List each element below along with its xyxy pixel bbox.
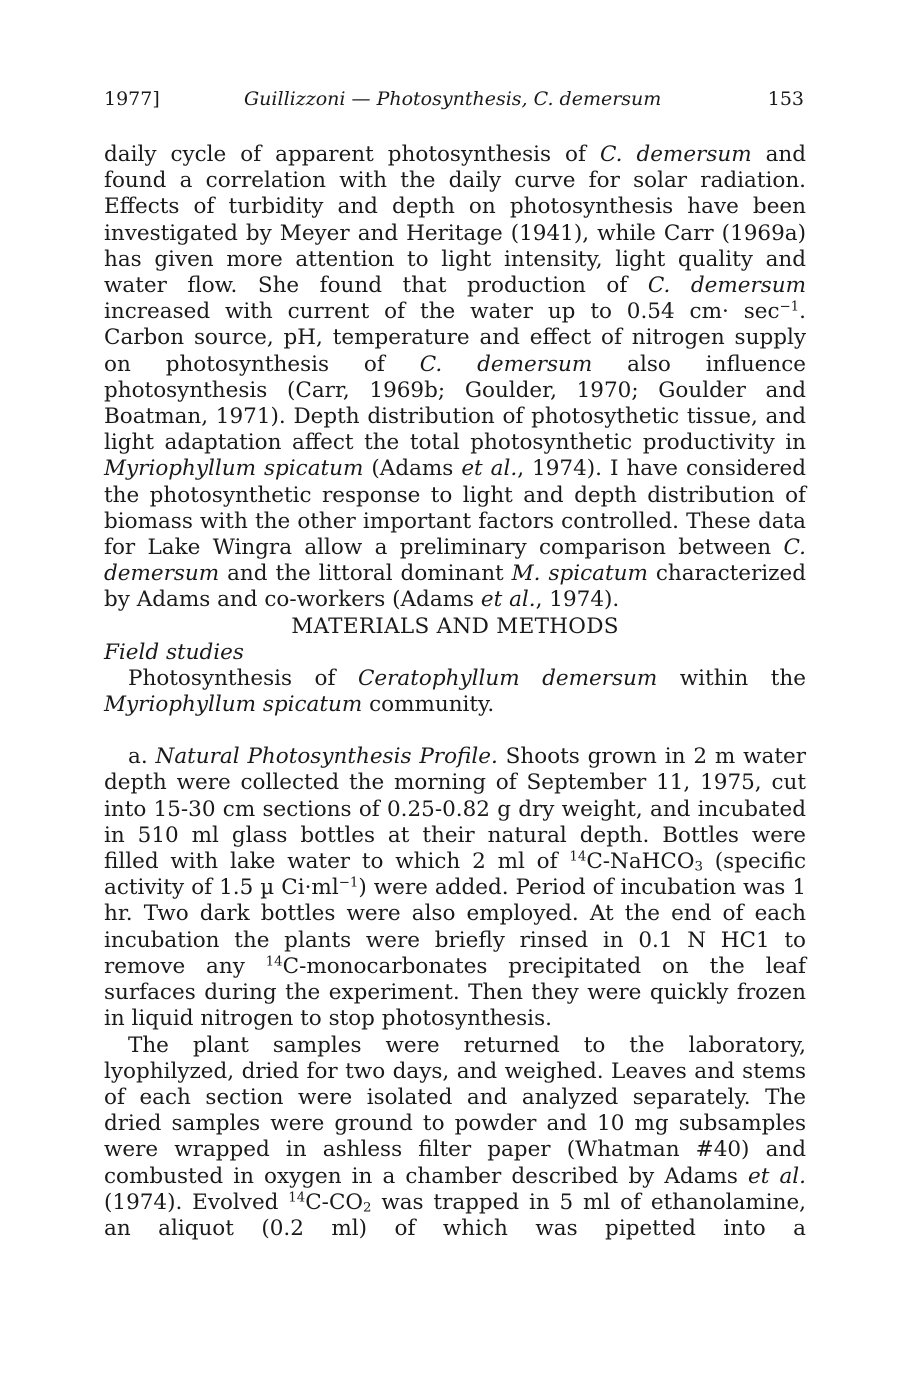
community-statement: Photosynthesis of Ceratophyllum demersum within the Myriophyllum spicatum community. xyxy=(104,665,806,718)
body-text xyxy=(104,142,806,1242)
natural-profile-paragraph: a. Natural Photosynthesis Profile. Shoots grown in 2 m water depth were collected the morning of September 11, 1975, cut into 15-30 cm sections of 0.25-0.82 g dry weight, and incubated in 510 ml glass bottles at their natural depth. Bottles were filled with lake water to which 2 ml of $^{14}$C-NaHCO$_3$ (specific activity of 1.5 µ $Ci\cdot ml^{-1}$) were added. Period of incubation was 1 hr. Two dark bottles were also employed. At the end of each incubation the plants were briefly rinsed in 0.1 N HC1 to remove any $^{14}$C-monocarbonates precipitated on the leaf surfaces during the experiment. Then they were quickly frozen in liquid nitrogen to stop photosynthesis. xyxy=(104,744,806,1032)
sample-processing-paragraph: The plant samples were returned to the laboratory, lyophilyzed, dried for two days, and weighed. Leaves and stems of each section were isolated and analyzed separately. The dried samples were ground to powder and 10 mg subsamples were wrapped in ashless filter paper (Whatman #40) and combusted in oxygen in a chamber described by Adams et al. (1974). Evolved $^{14}C-CO_2$ was trapped in 5 ml of ethanolamine, an aliquot (0.2 ml) of which was pipetted into a xyxy=(104,1032,806,1241)
running-head-title: Guillizzoni — Photosynthesis, C. demersum xyxy=(244,88,662,110)
page-number: 153 xyxy=(767,88,804,110)
subsection-heading: Field studies xyxy=(104,639,244,665)
section-heading: MATERIALS AND METHODS xyxy=(291,613,619,639)
intro-paragraph: daily cycle of apparent photosynthesis of C. demersum and found a correlation with the daily curve for solar radiation. Effects of turbidity and depth on photosynthesis have been investigated by Meyer and Heritage (1941), while Carr (1969a) has given more attention to light intensity, light quality and water flow. She found that production of C. demersum increased with current of the water up to 0.54 $cm\cdot \sec^{-1}$. Carbon source, pH, temperature and effect of nitrogen supply on photosynthesis of C. demersum also influence photosynthesis (Carr, 1969b; Goulder, 1970; Goulder and Boatman, 1971). Depth distribution of photosythetic tissue, and light adaptation affect the total photosynthetic productivity in Myriophyllum spicatum (Adams et al., 1974). I have considered the photosynthetic response to light and depth distribution of biomass with the other important factors controlled. These data for Lake Wingra allow a preliminary comparison between C. demersum and the littoral dominant M. spicatum characterized by Adams and co-workers (Adams et al., 1974). xyxy=(104,142,806,613)
running-header xyxy=(104,88,804,116)
header-year: 1977] xyxy=(104,88,160,110)
